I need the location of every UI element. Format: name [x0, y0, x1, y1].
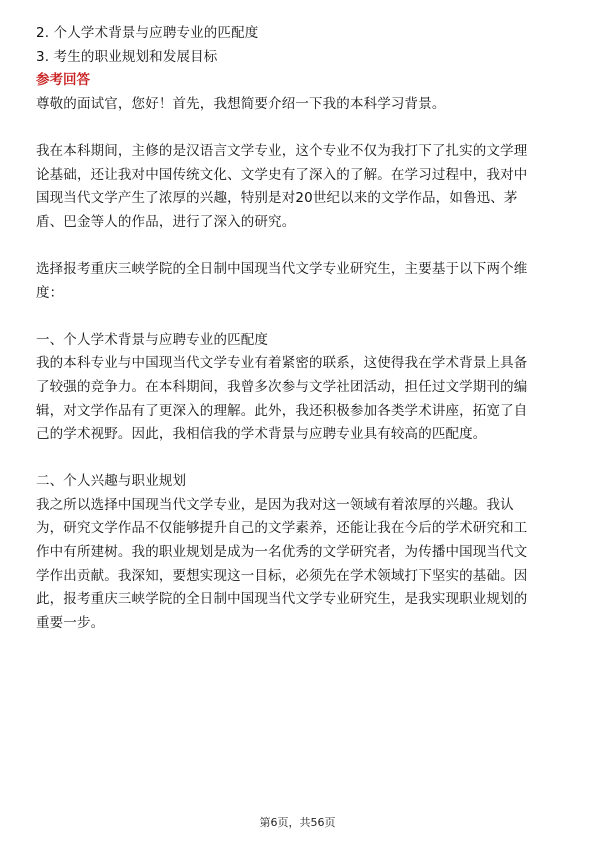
intro-item: 2. 个人学术背景与应聘专业的匹配度 — [36, 25, 259, 41]
paragraph-line: 重要一步。 — [36, 614, 105, 631]
paragraph-line: 我之所以选择中国现当代文学专业，是因为我对这一领域有着浓厚的兴趣。我认 — [36, 496, 514, 513]
greeting-line: 尊敬的面试官，您好！首先，我想简要介绍一下我的本科学习背景。 — [36, 95, 446, 112]
intro-item: 3. 考生的职业规划和发展目标 — [36, 48, 218, 65]
paragraph-2 — [36, 258, 560, 305]
paragraph-line: 作中有所建树。我的职业规划是成为一名优秀的文学研究者，为传播中国现当代文 — [36, 544, 528, 561]
paragraph-line: 此，报考重庆三峡学院的全日制中国现当代文学专业研究生，是我实现职业规划的 — [36, 591, 528, 608]
paragraph-line: 为，研究文学作品不仅能够提升自己的文学素养，还能让我在今后的学术研究和工 — [36, 520, 528, 537]
paragraph-line: 己的学术视野。因此，我相信我的学术背景与应聘专业具有较高的匹配度。 — [36, 426, 487, 443]
paragraph-line: 选择报考重庆三峡学院的全日制中国现当代文学专业研究生，主要基于以下两个维 — [36, 260, 528, 277]
paragraph-line: 我的本科专业与中国现当代文学专业有着紧密的联系，这使得我在学术背景上具备 — [36, 355, 528, 372]
paragraph-spacer — [36, 234, 560, 258]
paragraph-1 — [36, 140, 560, 234]
paragraph-line: 盾、巴金等人的作品，进行了深入的研究。 — [36, 213, 296, 230]
paragraph-line: 了较强的竞争力。在本科期间，我曾多次参与文学社团活动，担任过文学期刊的编 — [36, 378, 528, 395]
paragraph-line: 学作出贡献。我深知，要想实现这一目标，必须先在学术领域打下坚实的基础。因 — [36, 567, 528, 584]
page-number: 第6页，共56页 — [259, 816, 336, 829]
section-2 — [36, 470, 560, 635]
paragraph-spacer — [36, 116, 560, 140]
answer-heading: 参考回答 — [36, 72, 90, 89]
section-heading: 一、个人学术背景与应聘专业的匹配度 — [36, 331, 269, 348]
document-page — [36, 22, 560, 635]
paragraph-line: 国现当代文学产生了浓厚的兴趣，特别是对20世纪以来的文学作品，如鲁迅、茅 — [36, 190, 518, 207]
paragraph-line: 度： — [36, 284, 64, 301]
paragraph-spacer — [36, 447, 560, 471]
paragraph-line: 我在本科期间，主修的是汉语言文学专业，这个专业不仅为我打下了扎实的文学理 — [36, 142, 528, 159]
paragraph-line: 辑，对文学作品有了更深入的理解。此外，我还积极参加各类学术讲座，拓宽了自 — [36, 402, 528, 419]
paragraph-spacer — [36, 305, 560, 329]
section-heading: 二、个人兴趣与职业规划 — [36, 473, 187, 490]
section-1 — [36, 329, 560, 447]
paragraph-line: 论基础，还让我对中国传统文化、文学史有了深入的了解。在学习过程中，我对中 — [36, 166, 528, 183]
